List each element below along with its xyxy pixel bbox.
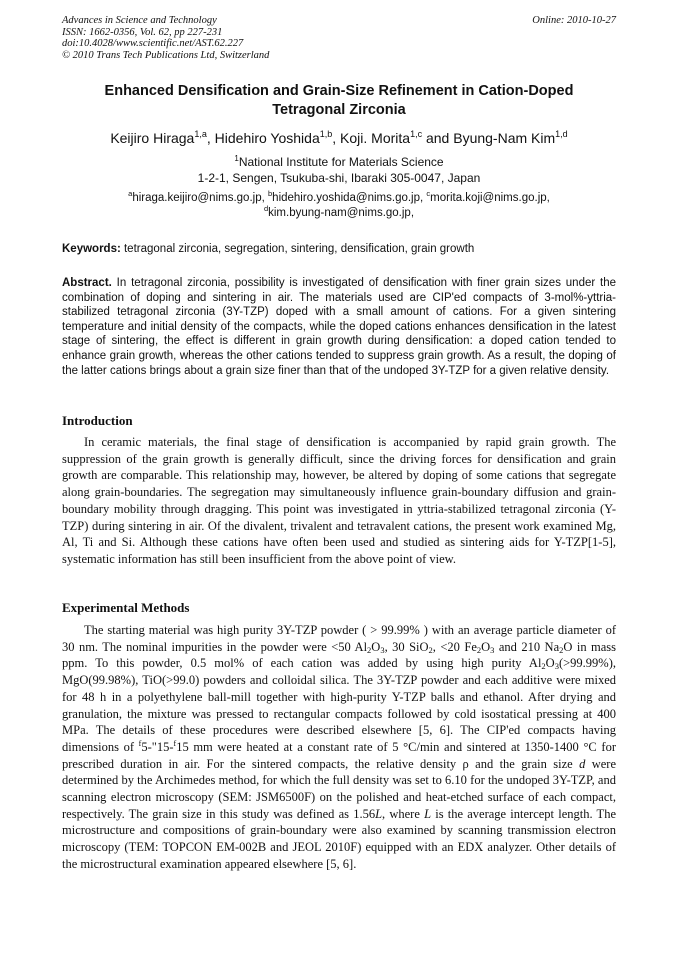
email-b-sup: b <box>268 189 273 198</box>
affiliation-institute: National Institute for Materials Science <box>238 155 444 169</box>
author-1-sup: 1,a <box>194 129 207 139</box>
methods-text-2: O <box>371 639 381 654</box>
methods-text-7: O in mass ppm. To this powder, 0.5 mol% of each cation was added by using high purity Al <box>62 639 617 671</box>
author-sep-1: , <box>206 130 215 146</box>
methods-text-11: 15 mm were heated at a constant rate of 5 °C/min and sintered at 1350-1400 °C for prescribed duration in air. For the sintered compacts, the relative density ρ and the grain size <box>62 739 616 771</box>
methods-paragraph <box>62 622 616 873</box>
journal-name: Advances in Science and Technology <box>62 15 217 26</box>
author-2: Hidehiro Yoshida <box>214 130 320 146</box>
affiliation-sup: 1 <box>234 154 239 163</box>
keywords-text: tetragonal zirconia, segregation, sintering, densification, grain growth <box>120 243 475 255</box>
journal-header <box>62 15 616 61</box>
author-list <box>62 128 616 148</box>
methods-text-14: is the average intercept length. The microstructure and compositions of grain-boundary were also examined by scanning transmission electron microscopy (TEM: TOPCON EM-002B and JEOL 2010F) equipped with an EDX analyzer. Other details of the microstructural examination appeared elsewhere [5, 6]. <box>62 806 616 871</box>
email-c-sup: c <box>426 189 431 198</box>
author-emails <box>62 191 616 221</box>
methods-sub-6: 2 <box>559 644 564 655</box>
email-a-sup: a <box>128 189 133 198</box>
methods-sub-8: 3 <box>554 661 559 672</box>
methods-sup-2: f <box>173 738 177 748</box>
author-1: Keijiro Hiraga <box>110 130 195 146</box>
methods-text-5: O <box>481 639 491 654</box>
methods-sub-5: 3 <box>490 644 495 655</box>
email-line-2 <box>62 206 616 221</box>
methods-heading: Experimental Methods <box>62 600 190 615</box>
methods-text-10: 5-"15- <box>141 739 174 754</box>
affiliation-institute-line <box>62 154 616 170</box>
methods-sub-1: 2 <box>367 644 372 655</box>
methods-text-12: were determined by the Archimedes method, for which the full density was set to 6.10 for the undoped 3Y-TZP, and scanning electron microscopy (SEM: JSM6500F) on the polished and heat-etched surface of each compact, respectively. The grain size in this study was defined as 1.56 <box>62 756 616 821</box>
title-line-2: Tetragonal Zirconia <box>272 102 406 118</box>
abstract-label: Abstract. <box>62 277 112 289</box>
methods-italic-L-1: L <box>375 806 383 821</box>
author-2-sup: 1,b <box>319 129 333 139</box>
email-c: morita.koji@nims.go.jp, <box>430 192 550 204</box>
affiliation <box>62 154 616 186</box>
issn-line: ISSN: 1662-0356, Vol. 62, pp 227-231 <box>62 26 223 38</box>
abstract-text: In tetragonal zirconia, possibility is investigated of densification with finer grain sizes under the combination of doping and sintering in air. The materials used are CIP'ed compacts of 3-mol%-yttria-stabilized tetragonal zirconia (3Y-TZP) doped with a small amount of cations. For a given sintering temperature and initial density of the compacts, while the doped cations enhances densification in the latest stage of sintering, the effect is different in grain growth during densification: a doped cation tended to enhance grain growth, whereas the other cations tended to suppress grain growth. As a result, the doping of the latter cations brings about a grain size finer than that of the undoped 3Y-TZP for a given relative density. <box>62 277 616 377</box>
methods-text-9: (>99.99%), MgO(99.98%), TiO(>99.0) powders and colloidal silica. The 3Y-TZP powder and each additive were mixed for 48 h in a polyethylene ball-mill together with high-purity Y-TZP balls and ethanol. After drying and granulation, the mixture was pressed to rectangular compacts followed by cold isostatical pressing at 400 MPa. The details of these procedures were described elsewhere [5, 6]. The CIP'ed compacts having dimensions of <box>62 656 616 754</box>
methods-text-1: The starting material was high purity 3Y-TZP powder ( > 99.99% ) with an average particle diameter of 30 nm. The nominal impurities in the powder were <50 Al <box>62 623 616 654</box>
methods-text-8: O <box>545 656 555 671</box>
abstract <box>62 276 616 378</box>
title-line-1: Enhanced Densification and Grain-Size Refinement in Cation-Doped <box>104 83 574 99</box>
methods-text-13: , where <box>382 806 425 821</box>
copyright-line: © 2010 Trans Tech Publications Ltd, Switzerland <box>62 49 270 61</box>
keywords-label: Keywords: <box>62 243 121 255</box>
email-line-1 <box>62 191 616 206</box>
methods-sup-1: f <box>138 738 142 748</box>
author-sep-3: and <box>422 130 454 146</box>
author-3-sup: 1,c <box>410 129 423 139</box>
author-3: Koji. Morita <box>340 130 411 146</box>
doi-line: doi:10.4028/www.scientific.net/AST.62.227 <box>62 38 244 49</box>
paper-title <box>62 82 616 120</box>
author-sep-2: , <box>332 130 341 146</box>
author-4-sup: 1,d <box>555 129 568 139</box>
keywords <box>62 242 616 257</box>
introduction-paragraph: In ceramic materials, the final stage of densification is accompanied by rapid grain growth. The suppression of the grain growth is generally difficult, since the driving forces for densification and grain growth are comparable. This relationship may, however, be altered by doping of some cations that segregate along grain-boundaries. The segregation may simultaneously influence grain-boundary diffusion and grain-boundary mobility through dragging. This point was investigated in yttria-stabilized tetragonal zirconia (Y-TZP) during sintering in air. Of the divalent, trivalent and tetravalent cations, the present work examined Mg, Al, Ti and Si. Although these cations have often been used and studied as sintering aids for Y-TZP[1-5], systematic information has still been insufficient from the above point of view. <box>62 435 616 566</box>
methods-sub-7: 2 <box>541 661 546 672</box>
methods-sub-2: 3 <box>380 644 385 655</box>
methods-text-3: , 30 SiO <box>384 639 429 654</box>
email-d: kim.byung-nam@nims.go.jp, <box>268 207 415 219</box>
email-a: hiraga.keijiro@nims.go.jp, <box>132 192 268 204</box>
email-b: hidehiro.yoshida@nims.go.jp, <box>272 192 427 204</box>
affiliation-address: 1-2-1, Sengen, Tsukuba-shi, Ibaraki 305-0047, Japan <box>197 171 481 185</box>
online-date: Online: 2010-10-27 <box>532 15 616 26</box>
methods-text-6: and 210 Na <box>494 639 560 654</box>
methods-sub-3: 2 <box>428 644 433 655</box>
email-d-sup: d <box>263 204 269 213</box>
introduction-heading: Introduction <box>62 413 133 428</box>
methods-text-4: , <20 Fe <box>432 639 477 654</box>
author-4: Byung-Nam Kim <box>453 130 556 146</box>
methods-italic-d: d <box>579 756 586 771</box>
methods-italic-L-2: L <box>424 806 432 821</box>
methods-sub-4: 2 <box>476 644 482 655</box>
